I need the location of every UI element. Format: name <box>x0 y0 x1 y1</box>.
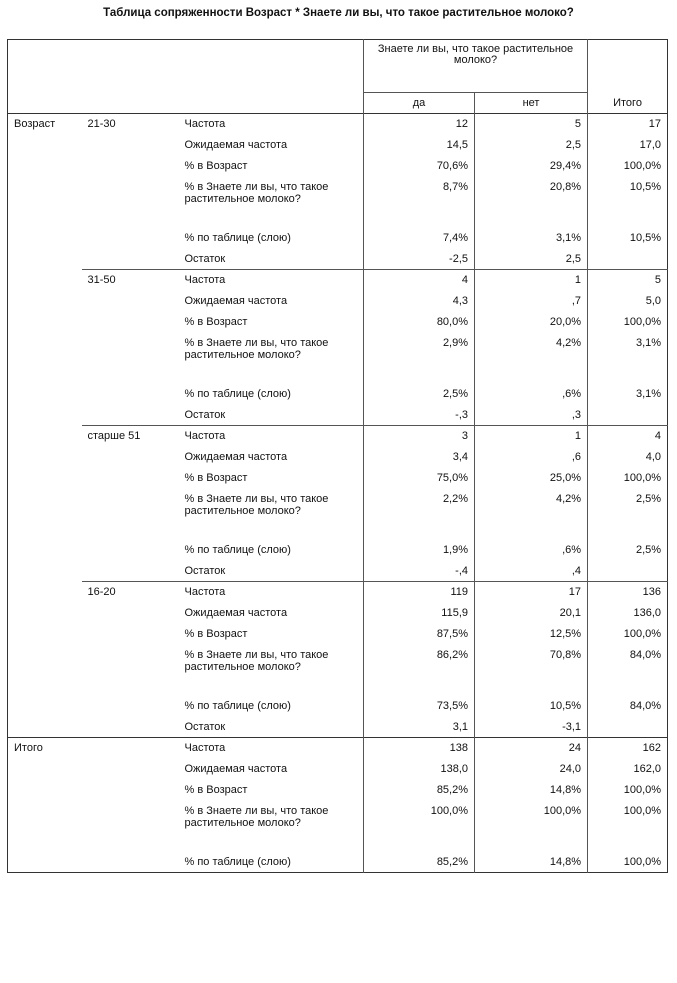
cell-total: 100,0% <box>588 780 668 801</box>
cell-total: 100,0% <box>588 312 668 333</box>
cell-yes: 73,5% <box>364 696 475 717</box>
stat-label: % по таблице (слою) <box>184 387 291 400</box>
column-group-header: Знаете ли вы, что такое растительное молоко? <box>364 40 588 93</box>
stat-label: % в Знаете ли вы, что такое растительное молоко? <box>184 180 329 205</box>
cell-yes: 138 <box>364 738 475 759</box>
cell-yes: 80,0% <box>364 312 475 333</box>
cell-no: 20,1 <box>475 603 588 624</box>
cell-total: 100,0% <box>588 468 668 489</box>
cell-total <box>588 405 668 426</box>
stat-label: % по таблице (слою) <box>184 855 291 868</box>
cell-yes: 3,1 <box>364 717 475 738</box>
cell-yes: 85,2% <box>364 852 475 873</box>
cell-no: ,6% <box>475 540 588 561</box>
cell-yes: 14,5 <box>364 135 475 156</box>
cell-total: 5 <box>588 270 668 291</box>
stat-label: Ожидаемая частота <box>184 138 288 151</box>
cell-no: ,6% <box>475 384 588 405</box>
column-header-yes: да <box>364 93 475 114</box>
cell-no: 2,5 <box>475 135 588 156</box>
cell-no: ,4 <box>475 561 588 582</box>
cell-no: ,7 <box>475 291 588 312</box>
cell-total: 17 <box>588 114 668 135</box>
stat-label: Частота <box>179 582 364 603</box>
cell-no: 1 <box>475 270 588 291</box>
cell-total: 4 <box>588 426 668 447</box>
row-variable-label: Возраст <box>8 114 82 738</box>
column-header-no: нет <box>475 93 588 114</box>
cell-no: 5 <box>475 114 588 135</box>
cell-no: ,3 <box>475 405 588 426</box>
cell-total: 100,0% <box>588 156 668 177</box>
cell-total: 3,1% <box>588 333 668 384</box>
cell-yes: 12 <box>364 114 475 135</box>
cell-total: 3,1% <box>588 384 668 405</box>
cell-yes: 3,4 <box>364 447 475 468</box>
stat-label: Частота <box>179 738 364 759</box>
cell-no: 1 <box>475 426 588 447</box>
cell-total: 84,0% <box>588 645 668 696</box>
table-row <box>8 426 668 447</box>
cell-yes: 85,2% <box>364 780 475 801</box>
cell-no: 24,0 <box>475 759 588 780</box>
cell-total: 10,5% <box>588 228 668 249</box>
stat-label: Остаток <box>184 408 226 421</box>
table-row <box>8 582 668 603</box>
stat-label: Остаток <box>184 720 226 733</box>
header-corner-lower <box>8 93 364 114</box>
cell-no: 17 <box>475 582 588 603</box>
column-header-total: Итого <box>588 40 668 114</box>
cell-total: 136,0 <box>588 603 668 624</box>
table-row <box>8 114 668 135</box>
crosstab-table <box>7 39 668 873</box>
cell-no: 20,8% <box>475 177 588 228</box>
stat-label: Остаток <box>184 252 226 265</box>
cell-yes: -,3 <box>364 405 475 426</box>
cell-total: 162 <box>588 738 668 759</box>
cell-no: 20,0% <box>475 312 588 333</box>
cell-yes: 3 <box>364 426 475 447</box>
stat-label: Ожидаемая частота <box>184 450 288 463</box>
cell-total: 162,0 <box>588 759 668 780</box>
cell-no: ,6 <box>475 447 588 468</box>
stat-label: % в Возраст <box>184 471 248 484</box>
stat-label: % в Возраст <box>184 159 248 172</box>
total-label: Итого <box>8 738 179 873</box>
cell-total: 136 <box>588 582 668 603</box>
cell-yes: 1,9% <box>364 540 475 561</box>
group-label: 31-50 <box>82 270 179 426</box>
cell-no: 12,5% <box>475 624 588 645</box>
cell-no: 4,2% <box>475 333 588 384</box>
stat-label: % в Знаете ли вы, что такое растительное молоко? <box>184 492 329 517</box>
cell-no: 24 <box>475 738 588 759</box>
cell-no: 4,2% <box>475 489 588 540</box>
cell-yes: 75,0% <box>364 468 475 489</box>
stat-label: % в Возраст <box>184 315 248 328</box>
stat-label: Частота <box>179 270 364 291</box>
group-label: 16-20 <box>82 582 179 738</box>
cell-no: -3,1 <box>475 717 588 738</box>
cell-yes: 138,0 <box>364 759 475 780</box>
cell-yes: 4,3 <box>364 291 475 312</box>
stat-label: Ожидаемая частота <box>184 294 288 307</box>
cell-total: 4,0 <box>588 447 668 468</box>
cell-no: 29,4% <box>475 156 588 177</box>
cell-total <box>588 249 668 270</box>
cell-yes: 7,4% <box>364 228 475 249</box>
cell-no: 25,0% <box>475 468 588 489</box>
cell-yes: 2,9% <box>364 333 475 384</box>
group-label: 21-30 <box>82 114 179 270</box>
cell-no: 3,1% <box>475 228 588 249</box>
cell-total: 10,5% <box>588 177 668 228</box>
cell-no: 100,0% <box>475 801 588 852</box>
stat-label: % в Знаете ли вы, что такое растительное молоко? <box>184 336 329 361</box>
cell-total: 100,0% <box>588 624 668 645</box>
cell-yes: 119 <box>364 582 475 603</box>
table-row <box>8 738 668 759</box>
cell-yes: 70,6% <box>364 156 475 177</box>
stat-label: % в Знаете ли вы, что такое растительное молоко? <box>184 804 329 829</box>
stat-label: % по таблице (слою) <box>184 699 291 712</box>
cell-total: 100,0% <box>588 852 668 873</box>
stat-label: Остаток <box>184 564 226 577</box>
table-title: Таблица сопряженности Возраст * Знаете ли вы, что такое растительное молоко? <box>103 7 574 19</box>
stat-label: % по таблице (слою) <box>184 543 291 556</box>
stat-label: % в Знаете ли вы, что такое растительное молоко? <box>184 648 329 673</box>
stat-label: % в Возраст <box>184 627 248 640</box>
cell-no: 14,8% <box>475 852 588 873</box>
stat-label: Частота <box>179 426 364 447</box>
table-row <box>8 270 668 291</box>
cell-yes: 87,5% <box>364 624 475 645</box>
cell-total: 100,0% <box>588 801 668 852</box>
cell-total: 84,0% <box>588 696 668 717</box>
stat-label: % по таблице (слою) <box>184 231 291 244</box>
stat-label: % в Возраст <box>184 783 248 796</box>
stat-label: Частота <box>179 114 364 135</box>
cell-yes: -2,5 <box>364 249 475 270</box>
cell-total <box>588 561 668 582</box>
header-corner <box>8 40 364 93</box>
cell-no: 10,5% <box>475 696 588 717</box>
cell-yes: 2,5% <box>364 384 475 405</box>
cell-total: 2,5% <box>588 489 668 540</box>
cell-yes: 2,2% <box>364 489 475 540</box>
cell-yes: 115,9 <box>364 603 475 624</box>
cell-yes: -,4 <box>364 561 475 582</box>
group-label: старше 51 <box>82 426 179 582</box>
stat-label: Ожидаемая частота <box>184 606 288 619</box>
cell-yes: 100,0% <box>364 801 475 852</box>
cell-yes: 4 <box>364 270 475 291</box>
cell-total: 17,0 <box>588 135 668 156</box>
cell-total <box>588 717 668 738</box>
cell-total: 5,0 <box>588 291 668 312</box>
cell-no: 14,8% <box>475 780 588 801</box>
cell-yes: 8,7% <box>364 177 475 228</box>
cell-yes: 86,2% <box>364 645 475 696</box>
cell-total: 2,5% <box>588 540 668 561</box>
stat-label: Ожидаемая частота <box>184 762 288 775</box>
cell-no: 2,5 <box>475 249 588 270</box>
cell-no: 70,8% <box>475 645 588 696</box>
